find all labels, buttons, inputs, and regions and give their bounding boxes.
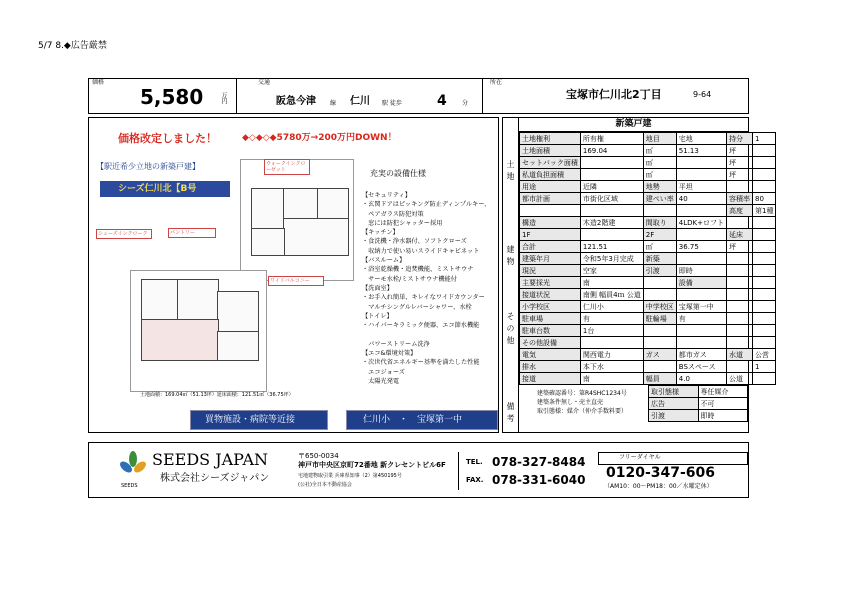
- table-cell: ㎡: [643, 145, 676, 157]
- logo-caption: SEEDS: [121, 483, 138, 489]
- feature-item: 【セキュリティ】: [362, 192, 411, 199]
- table-cell: [726, 313, 752, 325]
- feature-item: ・玄関ドアはピッキング防止ディンプルキー、: [362, 201, 491, 209]
- feature-item: エコジョーズ: [362, 368, 405, 376]
- table-cell: [752, 241, 775, 253]
- fax-label: FAX.: [466, 476, 484, 484]
- table-cell: [752, 337, 775, 349]
- table-cell: 接道状況: [520, 289, 581, 301]
- price-unit: 万円: [220, 92, 227, 104]
- table-cell: 4.0: [676, 373, 726, 385]
- table-cell: 土地権利: [520, 133, 581, 145]
- table-row: [520, 373, 776, 385]
- table-cell: 即時: [698, 410, 748, 422]
- table-cell: 有: [676, 313, 726, 325]
- table-row: [520, 265, 776, 277]
- feature-item: ペアガラス防犯対策: [362, 210, 424, 218]
- table-cell: 駐車台数: [520, 325, 581, 337]
- remark-line: 建築条件無し・売主直売: [537, 399, 604, 406]
- table-cell: その他設備: [520, 337, 581, 349]
- tel-number[interactable]: 078-327-8484: [492, 455, 586, 469]
- table-cell: [643, 361, 676, 373]
- table-cell: 公道: [726, 373, 752, 385]
- price-label: 価格: [92, 79, 105, 86]
- banner-school-text: 仁川小 ・ 宝塚第一中: [363, 415, 463, 425]
- table-cell: 有: [580, 313, 643, 325]
- table-cell: 宝塚第一中: [676, 301, 726, 313]
- feature-item: 【トイレ】: [362, 312, 393, 320]
- plan-note-2: シューズインクローク: [96, 229, 152, 239]
- table-cell: ㎡: [643, 169, 676, 181]
- feature-item: ・ハイパーキラミック便器、エコ節水機能: [362, 322, 480, 330]
- table-cell: 令和5年3月完成: [580, 253, 643, 265]
- table-cell: 高度: [726, 205, 752, 217]
- table-row: [649, 398, 748, 410]
- address-number: 9-64: [693, 90, 712, 99]
- table-cell: 駐輪場: [643, 313, 676, 325]
- table-cell: 私道負担面積: [520, 169, 581, 181]
- table-cell: [676, 205, 726, 217]
- table-cell: ㎡: [643, 241, 676, 253]
- table-cell: 主要採光: [520, 277, 581, 289]
- table-row: [520, 205, 776, 217]
- table-cell: [726, 325, 752, 337]
- spec-section-remarks: 備考: [506, 402, 515, 426]
- table-cell: セットバック面積: [520, 157, 581, 169]
- footer-license-2: (公社)全日本不動産協会: [298, 482, 352, 488]
- table-cell: 建築年月: [520, 253, 581, 265]
- table-cell: [580, 229, 643, 241]
- table-cell: 南: [580, 277, 643, 289]
- table-cell: 40: [676, 193, 726, 205]
- table-cell: [520, 205, 581, 217]
- table-cell: [726, 337, 752, 349]
- table-cell: [752, 289, 775, 301]
- station-name: 仁川: [350, 96, 370, 107]
- plan-note-3: パントリー: [168, 228, 216, 238]
- feature-item: ・食洗機・浄水器付、ソフトクローズ: [362, 238, 467, 246]
- table-cell: [752, 373, 775, 385]
- footer-postal: 〒650-0034: [298, 452, 339, 460]
- table-cell: 本下水: [580, 361, 643, 373]
- feature-item: ・お手入れ簡単、キレイなワイドカウンター: [362, 294, 485, 302]
- feature-item: マルチシングルレバーシャワー、水栓: [362, 303, 472, 311]
- table-cell: 電気: [520, 349, 581, 361]
- feature-item: 窓には防犯シャッター採用: [362, 219, 443, 227]
- table-cell: [726, 181, 752, 193]
- company-name-en: SEEDS JAPAN: [152, 450, 269, 469]
- table-cell: [676, 229, 726, 241]
- address-label: 所在: [490, 79, 503, 86]
- company-name-ja: 株式会社シーズジャパン: [160, 473, 270, 484]
- table-cell: [676, 325, 726, 337]
- table-cell: [752, 265, 775, 277]
- table-cell: 現況: [520, 265, 581, 277]
- table-cell: [726, 217, 752, 229]
- spec-remarks: [519, 385, 748, 423]
- table-cell: 不可: [698, 398, 748, 410]
- table-cell: [726, 361, 752, 373]
- table-cell: 土地面積: [520, 145, 581, 157]
- footer-license-1: 宅地建物取引業 兵庫県知事（2）第450195号: [298, 473, 402, 479]
- series-badge-text: シーズ仁川北【B号: [118, 184, 197, 194]
- plan-note-4: ワイドバルコニー: [268, 276, 324, 286]
- table-cell: [726, 277, 752, 289]
- table-cell: [676, 337, 726, 349]
- feature-item: 【キッチン】: [362, 229, 399, 237]
- table-cell: [643, 325, 676, 337]
- table-cell: [752, 181, 775, 193]
- table-cell: 建ぺい率: [643, 193, 676, 205]
- free-dial-box: [598, 452, 748, 465]
- seeds-logo-icon: [118, 450, 148, 484]
- table-cell: 即時: [676, 265, 726, 277]
- table-cell: [752, 253, 775, 265]
- footer-address: 神戸市中央区京町72番地 新クレセントビル6F: [298, 461, 446, 469]
- table-row: [520, 289, 776, 301]
- features-title: 充実の設備仕様: [370, 169, 426, 178]
- table-cell: 都市ガス: [676, 349, 726, 361]
- promo-headline: 価格改定しました！: [118, 132, 217, 145]
- station-line: 阪急今津: [276, 96, 316, 107]
- table-cell: [752, 229, 775, 241]
- floor-plan-caption: 土地面積：169.04㎡（51.13坪）延床面積：121.51㎡（36.75坪）: [140, 392, 294, 398]
- table-row: [520, 349, 776, 361]
- table-cell: [676, 169, 726, 181]
- table-cell: 南側 幅員4ｍ 公道: [580, 289, 643, 301]
- table-cell: [643, 277, 676, 289]
- feature-item: 【バスルーム】: [362, 257, 406, 265]
- series-badge: [100, 181, 230, 197]
- floor-plan-2f: [240, 159, 354, 281]
- table-cell: 幅員: [643, 373, 676, 385]
- table-cell: 1F: [520, 229, 581, 241]
- table-cell: 公営: [752, 349, 775, 361]
- table-cell: 169.04: [580, 145, 643, 157]
- table-cell: 市街化区域: [580, 193, 643, 205]
- table-cell: 水道: [726, 349, 752, 361]
- table-cell: [676, 253, 726, 265]
- table-cell: 1: [752, 361, 775, 373]
- table-cell: 取引態様: [649, 386, 699, 398]
- fax-number: 078-331-6040: [492, 473, 586, 487]
- table-cell: 121.51: [580, 241, 643, 253]
- station-label: 交通: [258, 79, 271, 86]
- spec-section-other: その他: [506, 312, 515, 348]
- walk-unit: 分: [462, 100, 469, 107]
- remark-line: 建築確認番号：第R4SHC1234号: [537, 390, 627, 397]
- feature-item: ・次世代省エネルギー基準を満たした性能: [362, 359, 480, 367]
- table-cell: 新築: [643, 253, 676, 265]
- table-cell: [752, 313, 775, 325]
- banner-shopping: [190, 410, 328, 430]
- table-row: [520, 169, 776, 181]
- table-cell: [580, 205, 643, 217]
- table-row: [520, 193, 776, 205]
- table-cell: 4LDK+ロフト: [676, 217, 726, 229]
- table-cell: 所有権: [580, 133, 643, 145]
- table-cell: [643, 205, 676, 217]
- table-row: [520, 157, 776, 169]
- spec-title: 新築戸建: [519, 118, 748, 132]
- table-cell: 仁川小: [580, 301, 643, 313]
- table-cell: [676, 157, 726, 169]
- free-dial-number[interactable]: 0120-347-606: [606, 465, 716, 481]
- feature-item: 太陽光発電: [362, 377, 400, 385]
- walk-minutes: 4: [437, 93, 447, 109]
- table-cell: [726, 265, 752, 277]
- table-row: [649, 386, 748, 398]
- table-cell: [752, 217, 775, 229]
- table-cell: 構造: [520, 217, 581, 229]
- table-cell: 空家: [580, 265, 643, 277]
- table-row: [520, 361, 776, 373]
- feature-item: 【エコ&環境対策】: [362, 350, 417, 358]
- table-cell: 1: [752, 133, 775, 145]
- banner-school: [346, 410, 498, 430]
- table-cell: [643, 337, 676, 349]
- table-cell: 地目: [643, 133, 676, 145]
- table-cell: BSスペース: [676, 361, 726, 373]
- table-cell: 2F: [643, 229, 676, 241]
- table-cell: 平坦: [676, 181, 726, 193]
- table-row: [520, 241, 776, 253]
- table-cell: [580, 169, 643, 181]
- table-cell: 広告: [649, 398, 699, 410]
- table-cell: 南: [580, 373, 643, 385]
- table-cell: 地勢: [643, 181, 676, 193]
- table-cell: [752, 157, 775, 169]
- table-cell: [643, 289, 676, 301]
- table-cell: 1台: [580, 325, 643, 337]
- table-cell: [752, 277, 775, 289]
- table-cell: 坪: [726, 241, 752, 253]
- station-line-suffix: 線: [330, 100, 337, 107]
- header-label: 5/7 8.◆広告厳禁: [38, 41, 107, 51]
- table-cell: 坪: [726, 157, 752, 169]
- spec-section-land: 土地: [506, 160, 515, 184]
- table-cell: 第1種: [752, 205, 775, 217]
- plan-note-1: ウォークインクローゼット: [264, 159, 310, 175]
- feature-item: サーモ水栓/ミストサウナ機能付: [362, 275, 457, 283]
- table-row: [649, 410, 748, 422]
- promo-change: ◆◇◆◇◆5780万→200万円DOWN！: [242, 133, 397, 143]
- remark-line: 取引態様：媒介（仲介手数料要）: [537, 408, 628, 415]
- table-row: [520, 145, 776, 157]
- table-cell: 引渡: [649, 410, 699, 422]
- table-cell: 小学校区: [520, 301, 581, 313]
- feature-item: ・浴室乾燥機・追焚機能、ミストサウナ: [362, 266, 474, 274]
- table-cell: 80: [752, 193, 775, 205]
- table-cell: 合計: [520, 241, 581, 253]
- banner-shopping-text: 買物施設・病院等近接: [205, 415, 296, 425]
- feature-item: パワーストリーム洗浄: [362, 340, 430, 348]
- walk-label: 駅 徒歩: [382, 100, 402, 107]
- floor-plan-1f: [130, 270, 267, 392]
- table-row: [520, 181, 776, 193]
- table-cell: ガス: [643, 349, 676, 361]
- table-cell: 設備: [676, 277, 726, 289]
- table-cell: [726, 253, 752, 265]
- table-cell: 木造2階建: [580, 217, 643, 229]
- table-cell: 36.75: [676, 241, 726, 253]
- feature-item: [362, 330, 494, 339]
- spec-section-building: 建物: [506, 245, 515, 269]
- business-hours: （AM10：00〜PM18：00／水曜定休）: [604, 483, 713, 490]
- tel-label: TEL.: [466, 458, 483, 466]
- table-cell: 接道: [520, 373, 581, 385]
- table-cell: [676, 289, 726, 301]
- table-row: [520, 301, 776, 313]
- table-cell: [580, 157, 643, 169]
- address-text: 宝塚市仁川北2丁目: [566, 88, 662, 101]
- table-cell: [580, 337, 643, 349]
- table-cell: 排水: [520, 361, 581, 373]
- table-row: [520, 337, 776, 349]
- table-cell: 間取り: [643, 217, 676, 229]
- spec-grid: [519, 118, 774, 423]
- table-row: [520, 277, 776, 289]
- free-dial-label: フリーダイヤル: [619, 454, 661, 461]
- table-cell: 都市計画: [520, 193, 581, 205]
- table-cell: [752, 169, 775, 181]
- table-cell: [752, 145, 775, 157]
- table-cell: 駐車場: [520, 313, 581, 325]
- table-cell: 用途: [520, 181, 581, 193]
- table-row: [520, 325, 776, 337]
- table-row: [520, 133, 776, 145]
- table-cell: 延床: [726, 229, 752, 241]
- table-cell: 中学校区: [643, 301, 676, 313]
- feature-item: 【洗面室】: [362, 284, 393, 292]
- table-row: [520, 217, 776, 229]
- table-cell: 坪: [726, 145, 752, 157]
- table-cell: 専任媒介: [698, 386, 748, 398]
- table-cell: 近隣: [580, 181, 643, 193]
- feature-item: 収納力で使い易いスライドキャビネット: [362, 247, 480, 255]
- table-cell: 持分: [726, 133, 752, 145]
- tagline: 【駅近希少立地の新築戸建】: [96, 162, 200, 171]
- table-cell: [752, 301, 775, 313]
- table-cell: 関西電力: [580, 349, 643, 361]
- table-cell: [726, 301, 752, 313]
- spec-table: [519, 132, 776, 385]
- table-row: [520, 229, 776, 241]
- table-row: [520, 253, 776, 265]
- table-cell: 51.13: [676, 145, 726, 157]
- features-list: [362, 191, 494, 386]
- table-cell: ㎡: [643, 157, 676, 169]
- table-cell: 坪: [726, 169, 752, 181]
- table-cell: 容積率: [726, 193, 752, 205]
- table-cell: 宅地: [676, 133, 726, 145]
- table-row: [520, 313, 776, 325]
- table-cell: 引渡: [643, 265, 676, 277]
- price-value: 5,580: [140, 85, 204, 109]
- table-cell: [752, 325, 775, 337]
- table-cell: [726, 289, 752, 301]
